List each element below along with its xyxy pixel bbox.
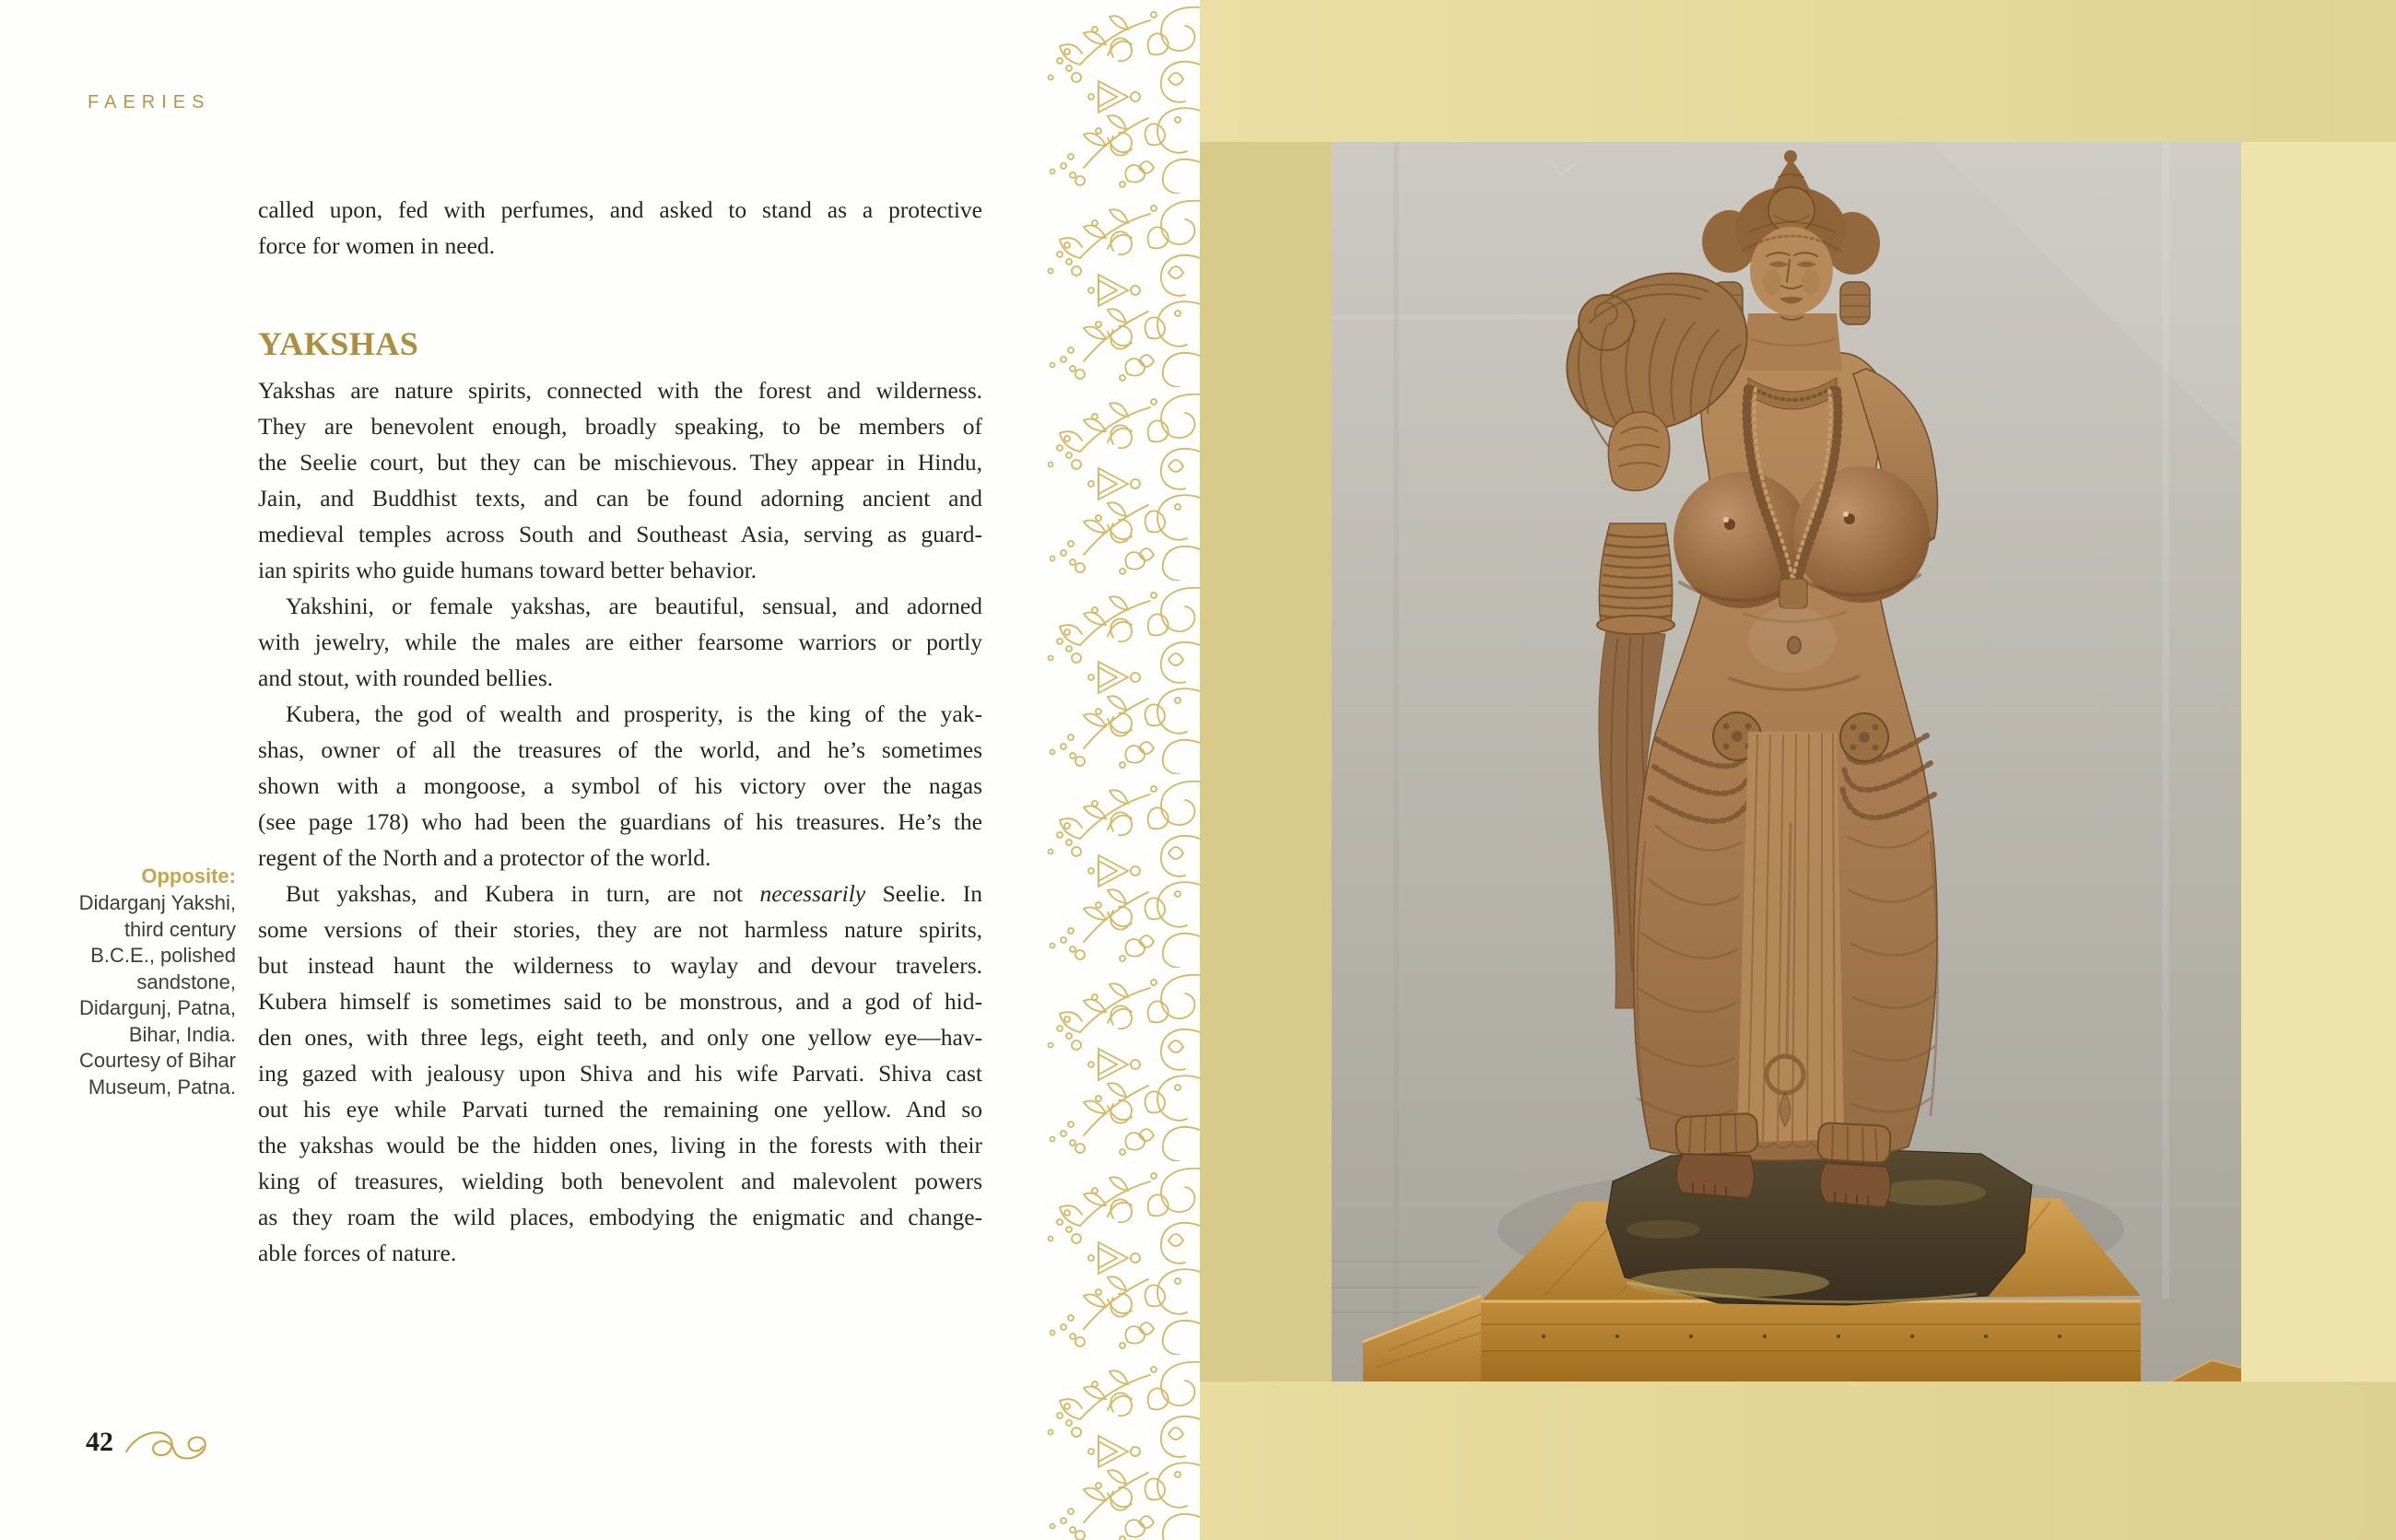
body-paragraph — [258, 372, 982, 588]
body-line: shown with a mongoose, a symbol of his victory over the nagas — [258, 772, 982, 799]
body-line: Jain, and Buddhist texts, and can be found adorning ancient and — [258, 485, 982, 511]
body-line: They are benevolent enough, broadly speaking, to be members of — [258, 413, 982, 440]
body-line: with jewelry, while the males are either fearsome warriors or portly — [258, 629, 982, 655]
caption-line: third century — [123, 917, 236, 941]
caption-lines — [53, 890, 236, 1100]
body-paragraphs — [258, 372, 982, 1271]
running-head: FAERIES — [88, 92, 211, 112]
stone-slab-base — [1606, 1150, 2032, 1305]
caption-line: Museum, Patna. — [88, 1075, 236, 1099]
right-page-right-column — [2241, 142, 2396, 1381]
page-number: 42 — [86, 1427, 113, 1457]
body-line: ian spirits who guide humans toward better behavior. — [258, 557, 758, 583]
caption-line: sandstone, — [136, 970, 236, 993]
statue-photo — [1332, 142, 2241, 1381]
lace-border-pattern — [1039, 0, 1200, 1540]
caption-line: Courtesy of Bihar — [79, 1049, 236, 1072]
body-line: able forces of nature. — [258, 1240, 457, 1266]
body-line: (see page 178) who had been the guardians of his treasures. He’s the — [258, 808, 982, 835]
body-line: shas, owner of all the treasures of the world, and he’s sometimes — [258, 736, 982, 763]
body-line: force for women in need. — [258, 232, 496, 259]
section-heading: YAKSHAS — [258, 325, 419, 362]
body-line: but instead haunt the wilderness to waylay and devour travelers. — [258, 952, 982, 979]
body-line: out his eye while Parvati turned the remaining one yellow. And so — [258, 1096, 982, 1123]
caption-line: B.C.E., polished — [90, 944, 236, 967]
body-line: Kubera himself is sometimes said to be monstrous, and a god of hid- — [258, 988, 982, 1015]
caption-label: Opposite: — [141, 864, 236, 888]
margin-caption — [53, 863, 236, 1100]
body-paragraph — [258, 696, 982, 876]
body-line: as they roam the wild places, embodying the enigmatic and change- — [258, 1204, 982, 1230]
flourish-icon — [123, 1426, 215, 1464]
body-text-column — [258, 192, 982, 1271]
right-page-bottom-band — [1200, 1381, 2396, 1540]
body-line: called upon, fed with perfumes, and asked to stand as a protective — [258, 196, 982, 223]
caption-line: Didargunj, Patna, — [79, 996, 236, 1019]
caption-line: Bihar, India. — [128, 1022, 236, 1046]
intro-paragraph — [258, 192, 982, 264]
body-line: regent of the North and a protector of the world. — [258, 844, 711, 871]
caption-line: Didarganj Yakshi, — [78, 891, 236, 914]
body-line: Kubera, the god of wealth and prosperity, is the king of the yak- — [286, 700, 982, 727]
body-paragraph — [258, 192, 982, 264]
body-paragraph — [258, 876, 982, 1271]
body-line: the Seelie court, but they can be mischievous. They appear in Hindu, — [258, 449, 982, 476]
right-page-top-band — [1200, 0, 2396, 142]
body-line: But yakshas, and Kubera in turn, are not necessarily Seelie. In — [286, 880, 982, 907]
body-line: medieval temples across South and Southeast Asia, serving as guard- — [258, 521, 982, 547]
body-line: some versions of their stories, they are not harmless nature spirits, — [258, 916, 982, 943]
body-paragraph — [258, 588, 982, 696]
body-line: den ones, with three legs, eight teeth, and only one yellow eye—hav- — [258, 1024, 982, 1051]
body-line: and stout, with rounded bellies. — [258, 664, 554, 691]
right-page-left-column — [1200, 142, 1332, 1381]
body-line: Yakshini, or female yakshas, are beautiful, sensual, and adorned — [286, 593, 982, 619]
body-line: the yakshas would be the hidden ones, living in the forests with their — [258, 1132, 982, 1158]
body-line: king of treasures, wielding both benevolent and malevolent powers — [258, 1168, 982, 1194]
body-line: ing gazed with jealousy upon Shiva and his wife Parvati. Shiva cast — [258, 1060, 982, 1087]
body-line: Yakshas are nature spirits, connected with the forest and wilderness. — [258, 377, 982, 404]
